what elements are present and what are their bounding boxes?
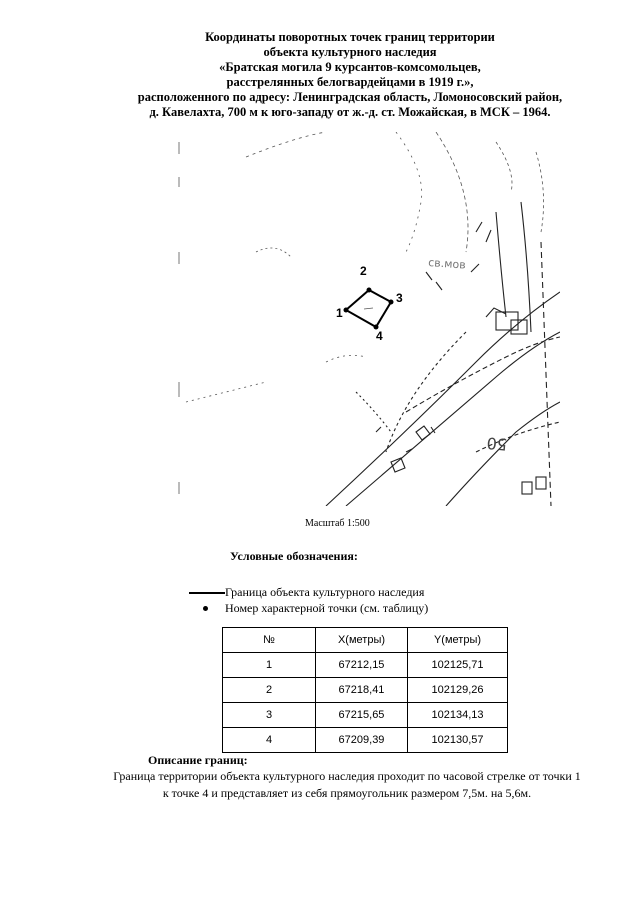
boundary-point-1 [344,308,349,313]
point-label-3: 3 [396,291,403,305]
table-cell: 102125,71 [408,653,508,678]
title-line: расположенного по адресу: Ленинградская область, Ломоносовский район, [137,90,563,104]
table-cell: 67212,15 [316,653,408,678]
site-map [176,132,560,506]
legend-item-point [185,601,428,616]
map-label: 50 [485,433,508,455]
legend-label: Номер характерной точки (см. таблицу) [225,601,429,615]
table-cell: 1 [223,653,316,678]
legend-label: Граница объекта культурного наследия [225,585,425,599]
map-label: св.мов [427,256,467,272]
table-cell: 67218,41 [316,678,408,703]
column-header: X(метры) [316,628,408,653]
point-dot-icon [185,604,225,614]
column-header: № [223,628,316,653]
table-cell: 2 [223,678,316,703]
table-row [223,653,508,678]
description-text: Граница территории объекта культурного наследия проходит по часовой стрелке от точки 1 к точке 4 и представляет из себя прямоугольник размером 7,5м. на 5,6м. [113,769,581,800]
table-cell: 4 [223,728,316,753]
title-line: расстрелянных белогвардейцами в 1919 г.», [226,75,474,89]
point-label-2: 2 [360,264,367,278]
point-label-4: 4 [376,329,383,343]
boundary-point-2 [367,288,372,293]
table-row [223,678,508,703]
table-header-row [223,628,508,653]
table-cell: 102130,57 [408,728,508,753]
title-line: объекта культурного наследия [263,45,437,59]
description-title: Описание границ: [148,753,248,767]
title-line: д. Кавелахта, 700 м к юго-западу от ж.-д. ст. Можайская, в МСК – 1964. [149,105,551,119]
coordinates-table [222,627,508,753]
table-cell: 67215,65 [316,703,408,728]
table-cell: 67209,39 [316,728,408,753]
map-scale: Масштаб 1:500 [305,518,370,529]
legend-item-boundary [185,585,424,600]
title-line: «Братская могила 9 курсантов-комсомольцев, [219,60,481,74]
document-title [100,30,600,120]
legend-title: Условные обозначения: [230,549,358,563]
table-cell: 102129,26 [408,678,508,703]
title-line: Координаты поворотных точек границ территории [205,30,495,44]
point-label-1: 1 [336,306,343,320]
boundary-point-3 [389,300,394,305]
column-header: Y(метры) [408,628,508,653]
table-row [223,728,508,753]
boundary-line-icon [185,588,225,598]
table-cell: 102134,13 [408,703,508,728]
table-row [223,703,508,728]
table-cell: 3 [223,703,316,728]
